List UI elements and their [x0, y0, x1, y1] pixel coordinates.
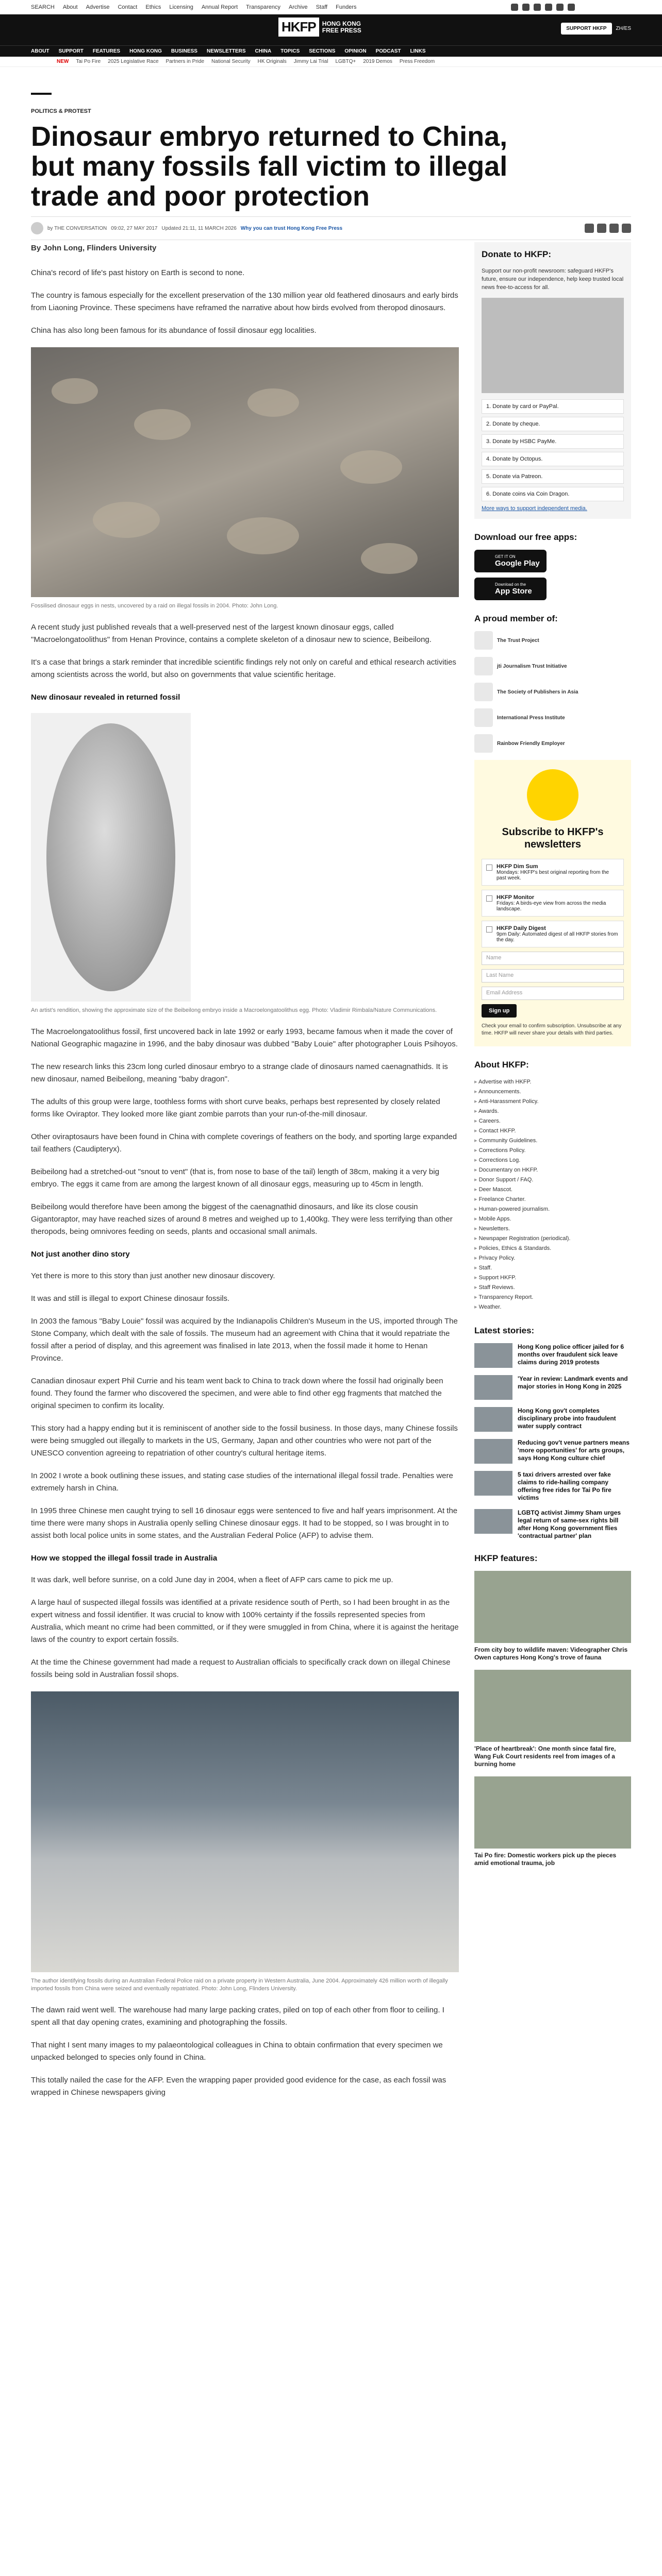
- top-utility-bar: [0, 0, 662, 14]
- latest-story[interactable]: [474, 1471, 631, 1502]
- about-link[interactable]: ▸ Weather.: [474, 1302, 631, 1312]
- utility-link-search[interactable]: SEARCH: [31, 4, 55, 10]
- nav-sections[interactable]: SECTIONS: [309, 48, 336, 54]
- story-thumbnail[interactable]: [474, 1439, 512, 1464]
- utility-link-funders[interactable]: Funders: [336, 4, 357, 10]
- hkfp-logo[interactable]: [278, 18, 361, 37]
- trending-item[interactable]: 2019 Demos: [363, 59, 392, 64]
- ipi-icon: [474, 708, 493, 727]
- trending-item[interactable]: LGBTQ+: [335, 59, 356, 64]
- latest-title: Latest stories:: [474, 1326, 535, 1335]
- about-link[interactable]: ▸ Support HKFP.: [474, 1273, 631, 1283]
- utility-link-annual-report[interactable]: Annual Report: [201, 4, 238, 10]
- google-play-label: Google Play: [495, 559, 540, 568]
- checkbox[interactable]: [486, 895, 492, 902]
- paragraph: The adults of this group were large, toothless forms with short curve beaks, perhaps best represented by closely related forms like Oviraptor. They looked more like giant zombie parrots than your run-of-the-mill dinosaur.: [31, 1097, 440, 1118]
- paragraph: This totally nailed the case for the AFP. Even the wrapping paper provided good evidence for the case, as each fossil was wrapped in Chinese newspapers giving: [31, 2076, 446, 2097]
- partner-label: jti Journalism Trust Initiative: [497, 663, 567, 669]
- option-desc: Fridays: A birds-eye view from across the media landscape.: [496, 901, 606, 912]
- newsletter-mascot: [527, 769, 578, 821]
- photo-detail: [52, 378, 98, 404]
- paragraph: In 2002 I wrote a book outlining these issues, and stating case studies of the international illegal fossil trade. Penalties were extremely harsh in China.: [31, 1471, 453, 1493]
- paragraph: Beibeilong would therefore have been among the biggest of the caenagnathid dinosaurs, and like its close cousin Gigantoraptor, may have reached sizes of around 8 metres and weighed up to 1,400kg. They were less terrifying than other theropods, being omnivores feeding on seeds, plants and occasional small animals.: [31, 1202, 453, 1236]
- app-store-button[interactable]: [474, 578, 547, 600]
- section-heading: How we stopped the illegal fossil trade in Australia: [31, 1554, 218, 1563]
- share-facebook-icon[interactable]: [585, 224, 594, 233]
- about-link[interactable]: ▸ Transparency Report.: [474, 1293, 631, 1302]
- paragraph: It's a case that brings a stark reminder that incredible scientific findings rely not only on careful and ethical research activities among scientists across the world, but also on governments that value scientific heritage.: [31, 658, 456, 679]
- google-play-button[interactable]: [474, 550, 547, 572]
- app-store-label: App Store: [495, 587, 532, 596]
- option-name: HKFP Daily Digest: [496, 925, 546, 931]
- linkedin-icon[interactable]: [556, 4, 564, 11]
- photo-caption: The author identifying fossils during an Australian Federal Police raid on a private property in Western Australia, June 2004. Approximately 426 million worth of illegally imported fossils from China were seized and eventually repatriated. Photo: John Long, Flinders University.: [31, 1978, 448, 1992]
- option-text: [496, 894, 619, 912]
- partner-rainbow[interactable]: [474, 734, 631, 753]
- option-name: HKFP Dim Sum: [496, 863, 538, 870]
- photo-detail: [227, 517, 299, 554]
- about-link[interactable]: ▸ Freelance Charter.: [474, 1195, 631, 1205]
- threads-icon[interactable]: [568, 4, 575, 11]
- feature-story[interactable]: [474, 1776, 631, 1867]
- option-desc: 9pm Daily: Automated digest of all HKFP stories from the day.: [496, 931, 618, 943]
- jti-icon: [474, 657, 493, 675]
- option-text: [496, 863, 619, 881]
- about-title: About HKFP:: [474, 1060, 529, 1070]
- story-title[interactable]: Hong Kong gov't completes disciplinary probe into fraudulent water supply contract: [518, 1407, 616, 1430]
- paragraph: A recent study just published reveals that a well-preserved nest of the largest known dinosaur eggs, called "Macroelongatoolithus" from Henan Province, contains a complete skeleton of a dinosaur new to science, Beibeilong.: [31, 623, 432, 644]
- nav-hong-kong[interactable]: HONG KONG: [129, 48, 162, 54]
- article-body: [31, 242, 459, 2109]
- about-link[interactable]: ▸ Corrections Policy.: [474, 1146, 631, 1156]
- paragraph: China's record of life's past history on Earth is second to none.: [31, 268, 245, 277]
- nav-china[interactable]: CHINA: [255, 48, 272, 54]
- header-actions: [561, 23, 631, 35]
- trending-item[interactable]: HK Originals: [257, 59, 287, 64]
- sopa-icon: [474, 683, 493, 701]
- about-link[interactable]: ▸ Staff.: [474, 1263, 631, 1273]
- partner-jti[interactable]: [474, 657, 631, 675]
- utility-links: [31, 4, 356, 10]
- checkbox[interactable]: [486, 865, 492, 871]
- partner-label: International Press Institute: [497, 715, 565, 721]
- share-buttons: [585, 224, 631, 233]
- partner-label: The Trust Project: [497, 637, 539, 643]
- donate-panel: [474, 242, 631, 519]
- meta-by: by THE CONVERSATION: [47, 225, 107, 231]
- logo-line-1: HONG KONG: [322, 20, 361, 27]
- google-play-small: GET IT ON: [495, 554, 516, 559]
- fossil-eggs-photo: [31, 347, 459, 597]
- option-desc: Mondays: HKFP's best original reporting from the past week.: [496, 870, 609, 881]
- utility-link-about[interactable]: About: [62, 4, 78, 10]
- paragraph: The dawn raid went well. The warehouse had many large packing crates, piled on top of each other from floor to ceiling. I spent all that day opening crates, examining and photographing the fossils.: [31, 2006, 444, 2027]
- donate-option[interactable]: 1. Donate by card or PayPal.: [482, 399, 624, 414]
- name-field[interactable]: Name: [482, 952, 624, 965]
- utility-link-archive[interactable]: Archive: [289, 4, 308, 10]
- trending-item[interactable]: Partners in Pride: [166, 59, 205, 64]
- feature-image[interactable]: [474, 1670, 631, 1742]
- trust-link[interactable]: Why you can trust Hong Kong Free Press: [240, 225, 343, 231]
- article-byline: By John Long, Flinders University: [31, 244, 157, 252]
- nav-links[interactable]: LINKS: [410, 48, 426, 54]
- donate-text: Support our non-profit newsroom: safeguard HKFP's future, ensure our independence, help keep trusted local news free-to-access for all.: [482, 268, 624, 291]
- partner-label: Rainbow Friendly Employer: [497, 740, 565, 747]
- feature-image[interactable]: [474, 1571, 631, 1643]
- facebook-icon[interactable]: [511, 4, 518, 11]
- checkbox[interactable]: [486, 926, 492, 933]
- story-thumbnail[interactable]: [474, 1509, 512, 1534]
- nav-podcast[interactable]: PODCAST: [375, 48, 401, 54]
- instagram-icon[interactable]: [534, 4, 541, 11]
- paragraph: China has also long been famous for its abundance of fossil dinosaur egg localities.: [31, 326, 317, 335]
- about-link[interactable]: ▸ Documentary on HKFP.: [474, 1165, 631, 1175]
- nav-support[interactable]: SUPPORT: [58, 48, 84, 54]
- paragraph: It was and still is illegal to export Chinese dinosaur fossils.: [31, 1294, 230, 1303]
- x-icon[interactable]: [522, 4, 529, 11]
- paragraph: Other oviraptosaurs have been found in China with complete coverings of feathers on the body, and sporting large expanded tail feathers (Caudipteryx).: [31, 1132, 457, 1154]
- paragraph: Beibeilong had a stretched-out "snout to vent" (that is, from nose to base of the tail) length of 38cm, making it a very big embryo. The eggs it came from are among the largest known of all dinosaur eggs, measuring up to 45cm in length.: [31, 1167, 439, 1189]
- more-ways-link[interactable]: More ways to support independent media.: [482, 505, 587, 512]
- paragraph: At the time the Chinese government had made a request to Australian officials to specifically crack down on illegal Chinese fossils being sold in Australian fossil shops.: [31, 1658, 451, 1679]
- about-link[interactable]: ▸ Policies, Ethics & Standards.: [474, 1244, 631, 1253]
- utility-link-advertise[interactable]: Advertise: [86, 4, 110, 10]
- feature-story[interactable]: [474, 1670, 631, 1768]
- email-field[interactable]: Email Address: [482, 987, 624, 1000]
- trending-item[interactable]: 2025 Legislative Race: [108, 59, 159, 64]
- story-title[interactable]: LGBTQ activist Jimmy Sham urges legal return of same-sex rights bill after Hong Kong government flies 'contractual partner' plan: [518, 1509, 621, 1539]
- newsletter-title: Subscribe to HKFP's newsletters: [502, 826, 604, 850]
- about-link[interactable]: ▸ Announcements.: [474, 1087, 631, 1097]
- donate-option[interactable]: 4. Donate by Octopus.: [482, 452, 624, 466]
- photo-detail: [340, 450, 402, 484]
- police-raid-photo: [31, 1691, 459, 1972]
- utility-link-transparency[interactable]: Transparency: [246, 4, 280, 10]
- paragraph: A large haul of suspected illegal fossils was identified at a private residence south of Perth, so I had been brought in as the expert witness and fossil identifier. It was crucial to know with 100% certainty if the fossils represented species from Australia, which meant no crime had been committed, or if they were smuggled in from China, where it is against the heritage laws of the country to export certain fossils.: [31, 1598, 459, 1644]
- feature-title[interactable]: From city boy to wildlife maven: Videographer Chris Owen captures Hong Kong's trove of fauna: [474, 1646, 628, 1661]
- story-thumbnail[interactable]: [474, 1375, 512, 1400]
- utility-link-ethics[interactable]: Ethics: [145, 4, 161, 10]
- about-section: [474, 1060, 631, 1312]
- illustration-caption: An artist's rendition, showing the approximate size of the Beibeilong embryo inside a Macroelongatoolithus egg. Photo: Vladimir Rimbala/Nature Communications.: [31, 1007, 437, 1013]
- site-header: [0, 14, 662, 45]
- trending-bar: [0, 57, 662, 67]
- donate-title: Donate to HKFP:: [482, 249, 552, 259]
- about-link[interactable]: ▸ Community Guidelines.: [474, 1136, 631, 1146]
- logo-mark: HKFP: [278, 18, 319, 37]
- about-link[interactable]: ▸ Careers.: [474, 1116, 631, 1126]
- feature-title[interactable]: Tai Po fire: Domestic workers pick up the pieces amid emotional trauma, job: [474, 1852, 617, 1867]
- about-list: [474, 1077, 631, 1312]
- section-heading: New dinosaur revealed in returned fossil: [31, 693, 180, 702]
- logo-line-2: FREE PRESS: [322, 26, 361, 34]
- about-link[interactable]: ▸ Corrections Log.: [474, 1156, 631, 1165]
- paragraph: The new research links this 23cm long curled dinosaur embryo to a strange clade of dinosaurs named caenagnathids. It is new dinosaur, named Beibeilong, meaning "baby dragon".: [31, 1062, 448, 1083]
- paragraph: The Macroelongatoolithus fossil, first uncovered back in late 1992 or early 1993, became famous when it made the cover of National Geographic magazine in 1996, and the baby dinosaur was dubbed "Baby Louie" after photographer Louis Psihoyos.: [31, 1027, 458, 1048]
- newsletter-panel: [474, 760, 631, 1046]
- paragraph: This story had a happy ending but it is reminiscent of another side to the fossil business. In those days, many Chinese fossils were being smuggled out illegally to markets in the US, Germany, Japan and other countries who were not part of the UNESCO convention agreeing to repatriation of other country's cultural heritage items.: [31, 1424, 458, 1458]
- story-title[interactable]: Hong Kong police officer jailed for 6 months over fraudulent sick leave claims during 2019 protests: [518, 1343, 624, 1366]
- section-heading: Not just another dino story: [31, 1250, 130, 1259]
- story-title[interactable]: 'Year in review: Landmark events and major stories in Hong Kong in 2025: [518, 1375, 628, 1390]
- about-link[interactable]: ▸ Deer Mascot.: [474, 1185, 631, 1195]
- paragraph: That night I sent many images to my palaeontological colleagues in China to obtain confirmation that every specimen we unpacked belonged to species only found in China.: [31, 2041, 443, 2062]
- donate-option[interactable]: 2. Donate by cheque.: [482, 417, 624, 431]
- article-meta: [31, 216, 631, 240]
- latest-story[interactable]: [474, 1343, 631, 1368]
- category-kicker[interactable]: POLITICS & PROTEST: [31, 108, 91, 114]
- egg-illustration: [46, 723, 175, 991]
- story-thumbnail[interactable]: [474, 1471, 512, 1496]
- trending-item[interactable]: National Security: [211, 59, 251, 64]
- utility-link-licensing[interactable]: Licensing: [169, 4, 193, 10]
- about-link[interactable]: ▸ Privacy Policy.: [474, 1253, 631, 1263]
- nav-opinion[interactable]: OPINION: [344, 48, 367, 54]
- language-switch[interactable]: ZH/ES: [616, 26, 631, 31]
- donate-option[interactable]: 6. Donate coins via Coin Dragon.: [482, 487, 624, 501]
- share-x-icon[interactable]: [597, 224, 606, 233]
- utility-link-contact[interactable]: Contact: [118, 4, 138, 10]
- about-link[interactable]: ▸ Newspaper Registration (periodical).: [474, 1234, 631, 1244]
- photo-detail: [93, 502, 160, 538]
- logo-text: [322, 21, 361, 34]
- photo-detail: [247, 388, 299, 417]
- about-link[interactable]: ▸ Donor Support / FAQ.: [474, 1175, 631, 1185]
- main-nav: [0, 45, 662, 57]
- latest-story[interactable]: [474, 1509, 631, 1540]
- partner-ipi[interactable]: [474, 708, 631, 727]
- social-links: [511, 4, 575, 11]
- trust-project-icon: [474, 631, 493, 650]
- page-title: Dinosaur embryo returned to China, but many fossils fall victim to illegal trade and poor protection: [31, 121, 508, 212]
- signup-button[interactable]: Sign up: [482, 1004, 517, 1018]
- nav-about[interactable]: ABOUT: [31, 48, 49, 54]
- feature-image[interactable]: [474, 1776, 631, 1849]
- youtube-icon[interactable]: [545, 4, 552, 11]
- nav-newsletters[interactable]: NEWSLETTERS: [206, 48, 246, 54]
- headline-rule: [31, 93, 52, 95]
- partner-trust-project[interactable]: [474, 631, 631, 650]
- newsletter-note: Check your email to confirm subscription. Unsubscribe at any time. HKFP will never share your details with third parties.: [482, 1023, 622, 1036]
- features-title: HKFP features:: [474, 1553, 538, 1563]
- about-link[interactable]: ▸ Human-powered journalism.: [474, 1205, 631, 1214]
- meta-date: 09:02, 27 MAY 2017: [111, 225, 158, 231]
- story-thumbnail[interactable]: [474, 1407, 512, 1432]
- about-link[interactable]: ▸ Staff Reviews.: [474, 1283, 631, 1293]
- story-title[interactable]: 5 taxi drivers arrested over fake claims to ride-hailing company offering free rides for Tai Po fire victims: [518, 1471, 611, 1501]
- app-store-small: Download on the: [495, 582, 526, 587]
- paragraph: In 1995 three Chinese men caught trying to sell 16 dinosaur eggs were sentenced to five and half years imprisonment. At the time there were many shops in Australia openly selling Chinese dinosaur eggs. It had to be stopped, so I was brought in to assist both local police units in some states, and the Australian Federal Police (AFP) to advise them.: [31, 1506, 458, 1540]
- latest-story[interactable]: [474, 1439, 631, 1464]
- newsletter-option-monitor[interactable]: [482, 890, 624, 917]
- trending-new-badge: NEW: [57, 59, 69, 64]
- paragraph: Yet there is more to this story than just another new dinosaur discovery.: [31, 1272, 275, 1280]
- about-link[interactable]: ▸ Advertise with HKFP.: [474, 1077, 631, 1087]
- about-link[interactable]: ▸ Awards.: [474, 1107, 631, 1116]
- option-name: HKFP Monitor: [496, 894, 535, 901]
- nav-business[interactable]: BUSINESS: [171, 48, 197, 54]
- about-link[interactable]: ▸ Anti-Harassment Policy.: [474, 1097, 631, 1107]
- share-whatsapp-icon[interactable]: [609, 224, 619, 233]
- photo-detail: [134, 409, 191, 440]
- option-text: [496, 925, 619, 943]
- partner-label: The Society of Publishers in Asia: [497, 689, 578, 695]
- newsletter-option-dim-sum[interactable]: [482, 859, 624, 886]
- donate-option[interactable]: 5. Donate via Patreon.: [482, 469, 624, 484]
- author-avatar: [31, 222, 43, 234]
- last-name-field[interactable]: Last Name: [482, 969, 624, 982]
- apps-title: Download our free apps:: [474, 532, 577, 542]
- utility-link-staff[interactable]: Staff: [316, 4, 328, 10]
- paragraph: In 2003 the famous "Baby Louie" fossil was acquired by the Indianapolis Children's Museum in the US, imported through The Stone Company, which dealt with the sale of fossils. The museum had an agreement with China that it would repatriate the fossil after a period of display, and this agreement was finalised in late 2013, when the fossil made it home to Henan Province.: [31, 1317, 458, 1363]
- trending-item[interactable]: Tai Po Fire: [76, 59, 101, 64]
- nav-features[interactable]: FEATURES: [92, 48, 121, 54]
- member-title: A proud member of:: [474, 614, 558, 623]
- share-email-icon[interactable]: [622, 224, 631, 233]
- about-link[interactable]: ▸ Contact HKFP.: [474, 1126, 631, 1136]
- story-title[interactable]: Reducing gov't venue partners means 'more opportunities' for arts groups, says Hong Kong culture chief: [518, 1439, 630, 1462]
- donate-option[interactable]: 3. Donate by HSBC PayMe.: [482, 434, 624, 449]
- partner-sopa[interactable]: [474, 683, 631, 701]
- about-link[interactable]: ▸ Newsletters.: [474, 1224, 631, 1234]
- photo-detail: [361, 543, 418, 574]
- support-hkfp-button[interactable]: SUPPORT HKFP: [561, 23, 611, 35]
- paragraph: The country is famous especially for the excellent preservation of the 130 million year old feathered dinosaurs and early birds from Liaoning Province. These specimens have reframed the narrative about how birds evolved from theropod dinosaurs.: [31, 291, 458, 312]
- paragraph: It was dark, well before sunrise, on a cold June day in 2004, when a fleet of AFP cars came to pick me up.: [31, 1575, 393, 1584]
- latest-story[interactable]: [474, 1375, 631, 1400]
- embryo-illustration: [31, 713, 191, 1002]
- paragraph: Canadian dinosaur expert Phil Currie and his team went back to China to track down where the fossil had originally been found. They found the farmer who discovered the specimen, and were able to find other egg fragments that matched the original specimen to confirm its locality.: [31, 1377, 443, 1410]
- feature-story[interactable]: [474, 1571, 631, 1662]
- rainbow-icon: [474, 734, 493, 753]
- story-thumbnail[interactable]: [474, 1343, 512, 1368]
- trending-item[interactable]: Press Freedom: [399, 59, 435, 64]
- sidebar: [474, 242, 631, 1875]
- donate-image: [482, 298, 624, 393]
- trending-item[interactable]: Jimmy Lai Trial: [293, 59, 328, 64]
- feature-title[interactable]: 'Place of heartbreak': One month since fatal fire, Wang Fuk Court residents reel from images of a burning home: [474, 1745, 616, 1768]
- newsletter-option-digest[interactable]: [482, 921, 624, 947]
- about-link[interactable]: ▸ Mobile Apps.: [474, 1214, 631, 1224]
- nav-topics[interactable]: TOPICS: [280, 48, 300, 54]
- photo-caption: Fossilised dinosaur eggs in nests, uncovered by a raid on illegal fossils in 2004. Photo: John Long.: [31, 603, 278, 609]
- meta-updated: Updated 21:11, 11 MARCH 2026: [161, 225, 237, 231]
- latest-story[interactable]: [474, 1407, 631, 1432]
